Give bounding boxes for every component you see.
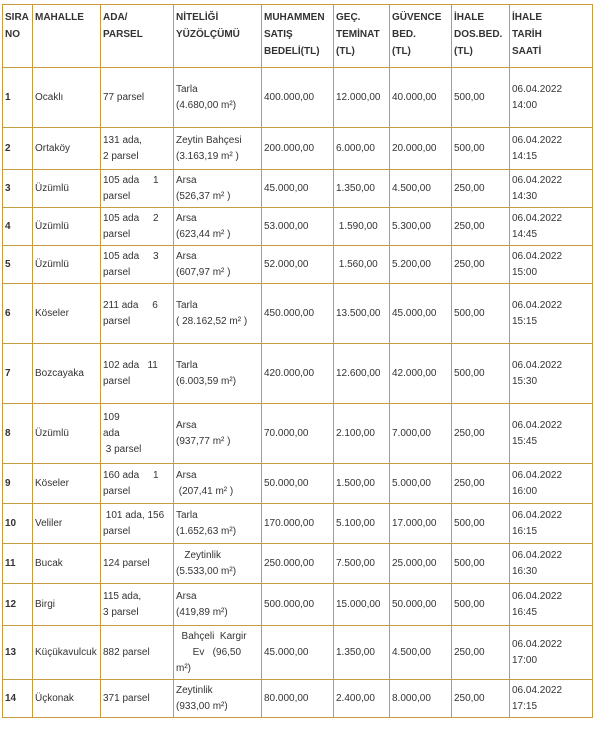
cell-line: 06.04.2022	[512, 419, 563, 431]
cell-mahalle: Birgi	[33, 584, 101, 626]
cell-line: parsel	[103, 266, 131, 278]
cell-nitelik	[174, 170, 262, 208]
cell-line: TARİH	[512, 29, 542, 40]
cell-line: 06.04.2022	[512, 638, 563, 650]
cell-line: 06.04.2022	[512, 509, 563, 521]
header-dosya	[452, 5, 510, 68]
cell-ada	[101, 170, 174, 208]
cell-line: 06.04.2022	[512, 83, 563, 95]
cell-tarih	[510, 680, 593, 718]
cell-line: (TL)	[454, 46, 473, 57]
cell-gecici: 1.560,00	[334, 246, 390, 284]
header-gecici	[334, 5, 390, 68]
cell-no: 1	[3, 68, 33, 128]
cell-line: NİTELİĞİ	[176, 12, 219, 23]
cell-tarih	[510, 284, 593, 344]
cell-line: 131 ada,	[103, 134, 142, 146]
cell-guvence: 5.200,00	[390, 246, 452, 284]
cell-line: (TL)	[392, 46, 411, 57]
cell-gecici: 15.000,00	[334, 584, 390, 626]
cell-bedel: 450.000,00	[262, 284, 334, 344]
cell-tarih	[510, 344, 593, 404]
cell-tarih	[510, 404, 593, 464]
cell-dosya: 500,00	[452, 504, 510, 544]
cell-line: MUHAMMEN	[264, 12, 325, 23]
cell-guvence: 45.000,00	[390, 284, 452, 344]
cell-ada	[101, 284, 174, 344]
cell-gecici: 7.500,00	[334, 544, 390, 584]
cell-line: Arsa	[176, 590, 197, 602]
cell-ada	[101, 246, 174, 284]
cell-dosya: 250,00	[452, 464, 510, 504]
cell-line: (4.680,00 m²)	[176, 99, 237, 111]
header-nitelik	[174, 5, 262, 68]
cell-ada	[101, 680, 174, 718]
cell-guvence: 5.300,00	[390, 208, 452, 246]
cell-line: SATIŞ	[264, 29, 293, 40]
cell-line: Zeytinlik	[176, 549, 222, 561]
cell-line: 15:45	[512, 435, 538, 447]
cell-nitelik	[174, 544, 262, 584]
cell-no: 3	[3, 170, 33, 208]
cell-line: Bahçeli Kargir	[176, 630, 247, 642]
table-row	[3, 128, 593, 170]
cell-line: parsel	[103, 315, 131, 327]
cell-mahalle: Üzümlü	[33, 208, 101, 246]
table-row	[3, 680, 593, 718]
cell-line: (937,77 m² )	[176, 435, 231, 447]
header-no	[3, 5, 33, 68]
cell-bedel: 50.000,00	[262, 464, 334, 504]
cell-line: Ev (96,50	[176, 646, 242, 658]
cell-mahalle: Ocaklı	[33, 68, 101, 128]
cell-tarih	[510, 208, 593, 246]
cell-ada	[101, 68, 174, 128]
cell-bedel: 80.000,00	[262, 680, 334, 718]
cell-line: Tarla	[176, 509, 198, 521]
cell-line: Zeytin Bahçesi	[176, 134, 242, 146]
cell-line: 124 parsel	[103, 557, 150, 569]
table-row	[3, 208, 593, 246]
cell-line: Tarla	[176, 83, 198, 95]
cell-line: MAHALLE	[35, 12, 84, 23]
cell-dosya: 500,00	[452, 68, 510, 128]
cell-no: 11	[3, 544, 33, 584]
cell-line: 105 ada 2	[103, 212, 159, 224]
cell-line: (419,89 m²)	[176, 606, 228, 618]
cell-line: 06.04.2022	[512, 684, 563, 696]
cell-bedel: 53.000,00	[262, 208, 334, 246]
cell-tarih	[510, 544, 593, 584]
cell-line: 06.04.2022	[512, 134, 563, 146]
cell-line: Zeytinlik	[176, 684, 213, 696]
cell-line: parsel	[103, 228, 131, 240]
cell-line: 14:45	[512, 228, 538, 240]
cell-ada	[101, 584, 174, 626]
cell-line: 371 parsel	[103, 692, 150, 704]
cell-bedel: 52.000,00	[262, 246, 334, 284]
cell-line: Arsa	[176, 212, 197, 224]
cell-ada	[101, 544, 174, 584]
cell-line: 16:15	[512, 525, 538, 537]
table-row	[3, 626, 593, 680]
cell-line: (5.533,00 m²)	[176, 565, 237, 577]
cell-line: 16:00	[512, 485, 538, 497]
cell-nitelik	[174, 284, 262, 344]
cell-guvence: 4.500,00	[390, 626, 452, 680]
cell-dosya: 250,00	[452, 170, 510, 208]
table-row	[3, 68, 593, 128]
cell-line: İHALE	[454, 12, 484, 23]
cell-bedel: 70.000,00	[262, 404, 334, 464]
cell-line: 16:45	[512, 606, 538, 618]
cell-line: 77 parsel	[103, 91, 145, 103]
cell-dosya: 250,00	[452, 680, 510, 718]
cell-tarih	[510, 584, 593, 626]
cell-line: NO	[5, 29, 20, 40]
cell-mahalle: Veliler	[33, 504, 101, 544]
cell-line: TEMİNAT	[336, 29, 380, 40]
cell-bedel: 420.000,00	[262, 344, 334, 404]
cell-ada	[101, 404, 174, 464]
cell-bedel: 500.000,00	[262, 584, 334, 626]
cell-line: BEDELİ(TL)	[264, 46, 320, 57]
cell-dosya: 500,00	[452, 128, 510, 170]
cell-line: 3 parsel	[103, 606, 139, 618]
cell-line: (526,37 m² )	[176, 190, 231, 202]
cell-line: 14:30	[512, 190, 538, 202]
cell-line: (607,97 m² )	[176, 266, 231, 278]
cell-line: Arsa	[176, 174, 197, 186]
cell-line: 160 ada 1	[103, 469, 159, 481]
cell-gecici: 2.400,00	[334, 680, 390, 718]
cell-ada	[101, 208, 174, 246]
cell-mahalle: Üzümlü	[33, 404, 101, 464]
cell-nitelik	[174, 208, 262, 246]
cell-guvence: 7.000,00	[390, 404, 452, 464]
cell-gecici: 1.350,00	[334, 170, 390, 208]
header-guvence	[390, 5, 452, 68]
cell-tarih	[510, 464, 593, 504]
cell-guvence: 42.000,00	[390, 344, 452, 404]
cell-guvence: 4.500,00	[390, 170, 452, 208]
cell-ada	[101, 128, 174, 170]
cell-line: 17:15	[512, 700, 538, 712]
cell-no: 4	[3, 208, 33, 246]
cell-line: 06.04.2022	[512, 250, 563, 262]
cell-nitelik	[174, 246, 262, 284]
cell-dosya: 500,00	[452, 284, 510, 344]
cell-line: 06.04.2022	[512, 590, 563, 602]
cell-ada	[101, 344, 174, 404]
cell-line: parsel	[103, 525, 131, 537]
cell-ada	[101, 626, 174, 680]
cell-line: 06.04.2022	[512, 299, 563, 311]
cell-bedel: 170.000,00	[262, 504, 334, 544]
cell-ada	[101, 504, 174, 544]
cell-guvence: 5.000,00	[390, 464, 452, 504]
cell-line: 3 parsel	[103, 443, 142, 455]
cell-nitelik	[174, 404, 262, 464]
cell-line: PARSEL	[103, 29, 143, 40]
cell-line: 15:30	[512, 375, 538, 387]
cell-gecici: 13.500,00	[334, 284, 390, 344]
cell-line: (933,00 m²)	[176, 700, 228, 712]
cell-line: 06.04.2022	[512, 174, 563, 186]
cell-line: 06.04.2022	[512, 469, 563, 481]
cell-no: 5	[3, 246, 33, 284]
cell-mahalle: Bozcayaka	[33, 344, 101, 404]
cell-dosya: 250,00	[452, 404, 510, 464]
cell-nitelik	[174, 128, 262, 170]
cell-line: 101 ada, 156	[103, 509, 165, 521]
cell-gecici: 12.600,00	[334, 344, 390, 404]
cell-mahalle: Ortaköy	[33, 128, 101, 170]
cell-line: 211 ada 6	[103, 299, 158, 311]
cell-line: (207,41 m² )	[176, 485, 234, 497]
cell-guvence: 40.000,00	[390, 68, 452, 128]
cell-line: Tarla	[176, 299, 198, 311]
cell-gecici: 1.350,00	[334, 626, 390, 680]
cell-line: (3.163,19 m² )	[176, 150, 239, 162]
cell-gecici: 5.100,00	[334, 504, 390, 544]
cell-no: 7	[3, 344, 33, 404]
cell-line: Arsa	[176, 250, 197, 262]
cell-line: (1.652,63 m²)	[176, 525, 237, 537]
cell-gecici: 6.000,00	[334, 128, 390, 170]
cell-line: Arsa	[176, 469, 197, 481]
cell-line: 109	[103, 411, 120, 423]
table-row	[3, 464, 593, 504]
cell-nitelik	[174, 344, 262, 404]
cell-line: (6.003,59 m²)	[176, 375, 237, 387]
cell-line: 115 ada,	[103, 590, 142, 602]
cell-line: 14:15	[512, 150, 538, 162]
cell-dosya: 250,00	[452, 208, 510, 246]
cell-line: m²)	[176, 662, 191, 674]
cell-no: 2	[3, 128, 33, 170]
table-row	[3, 284, 593, 344]
cell-mahalle: Üçkonak	[33, 680, 101, 718]
cell-no: 9	[3, 464, 33, 504]
cell-line: parsel	[103, 375, 131, 387]
header-bedel	[262, 5, 334, 68]
cell-no: 12	[3, 584, 33, 626]
cell-line: parsel	[103, 485, 131, 497]
header-row	[3, 5, 593, 68]
cell-line: YÜZÖLÇÜMÜ	[176, 29, 240, 40]
cell-no: 10	[3, 504, 33, 544]
cell-nitelik	[174, 626, 262, 680]
cell-no: 14	[3, 680, 33, 718]
cell-bedel: 400.000,00	[262, 68, 334, 128]
cell-line: (TL)	[336, 46, 355, 57]
cell-nitelik	[174, 584, 262, 626]
cell-dosya: 250,00	[452, 246, 510, 284]
cell-no: 6	[3, 284, 33, 344]
cell-dosya: 500,00	[452, 544, 510, 584]
cell-mahalle: Üzümlü	[33, 170, 101, 208]
cell-line: DOS.BED.	[454, 29, 503, 40]
cell-nitelik	[174, 464, 262, 504]
cell-no: 13	[3, 626, 33, 680]
table-row	[3, 404, 593, 464]
cell-guvence: 20.000,00	[390, 128, 452, 170]
table-row	[3, 544, 593, 584]
cell-line: BED.	[392, 29, 416, 40]
cell-guvence: 17.000,00	[390, 504, 452, 544]
cell-line: 06.04.2022	[512, 549, 563, 561]
cell-no: 8	[3, 404, 33, 464]
table-row	[3, 344, 593, 404]
cell-line: SIRA	[5, 12, 29, 23]
cell-line: GEÇ.	[336, 12, 361, 23]
cell-line: 06.04.2022	[512, 212, 563, 224]
cell-line: 16:30	[512, 565, 538, 577]
table-row	[3, 246, 593, 284]
cell-bedel: 200.000,00	[262, 128, 334, 170]
cell-line: 2 parsel	[103, 150, 139, 162]
cell-line: GÜVENCE	[392, 12, 442, 23]
cell-bedel: 45.000,00	[262, 626, 334, 680]
header-mahalle	[33, 5, 101, 68]
cell-bedel: 250.000,00	[262, 544, 334, 584]
cell-tarih	[510, 246, 593, 284]
cell-mahalle: Köseler	[33, 464, 101, 504]
table-row	[3, 584, 593, 626]
cell-line: 17:00	[512, 654, 538, 666]
cell-line: 15:00	[512, 266, 538, 278]
cell-line: 14:00	[512, 99, 538, 111]
cell-line: 105 ada 1	[103, 174, 159, 186]
cell-dosya: 500,00	[452, 584, 510, 626]
cell-line: 15:15	[512, 315, 538, 327]
cell-guvence: 8.000,00	[390, 680, 452, 718]
auction-table	[2, 4, 593, 718]
cell-tarih	[510, 128, 593, 170]
cell-line: ADA/	[103, 12, 128, 23]
cell-bedel: 45.000,00	[262, 170, 334, 208]
header-ada	[101, 5, 174, 68]
header-tarih	[510, 5, 593, 68]
cell-gecici: 1.590,00	[334, 208, 390, 246]
cell-guvence: 50.000,00	[390, 584, 452, 626]
cell-tarih	[510, 170, 593, 208]
cell-line: 06.04.2022	[512, 359, 563, 371]
cell-mahalle: Küçükavulcuk	[33, 626, 101, 680]
cell-mahalle: Bucak	[33, 544, 101, 584]
table-row	[3, 504, 593, 544]
cell-guvence: 25.000,00	[390, 544, 452, 584]
cell-mahalle: Köseler	[33, 284, 101, 344]
cell-line: parsel	[103, 190, 131, 202]
table-row	[3, 170, 593, 208]
cell-nitelik	[174, 68, 262, 128]
cell-line: SAATİ	[512, 46, 542, 57]
cell-line: ada	[103, 427, 120, 439]
cell-nitelik	[174, 504, 262, 544]
cell-line: 105 ada 3	[103, 250, 159, 262]
cell-dosya: 500,00	[452, 344, 510, 404]
cell-tarih	[510, 504, 593, 544]
cell-gecici: 1.500,00	[334, 464, 390, 504]
cell-line: Arsa	[176, 419, 197, 431]
cell-gecici: 12.000,00	[334, 68, 390, 128]
cell-dosya: 250,00	[452, 626, 510, 680]
cell-gecici: 2.100,00	[334, 404, 390, 464]
cell-tarih	[510, 626, 593, 680]
cell-tarih	[510, 68, 593, 128]
cell-nitelik	[174, 680, 262, 718]
cell-line: ( 28.162,52 m² )	[176, 315, 248, 327]
cell-mahalle: Üzümlü	[33, 246, 101, 284]
cell-line: İHALE	[512, 12, 542, 23]
cell-ada	[101, 464, 174, 504]
cell-line: 882 parsel	[103, 646, 150, 658]
cell-line: Tarla	[176, 359, 198, 371]
cell-line: (623,44 m² )	[176, 228, 231, 240]
cell-line: 102 ada 11	[103, 359, 158, 371]
